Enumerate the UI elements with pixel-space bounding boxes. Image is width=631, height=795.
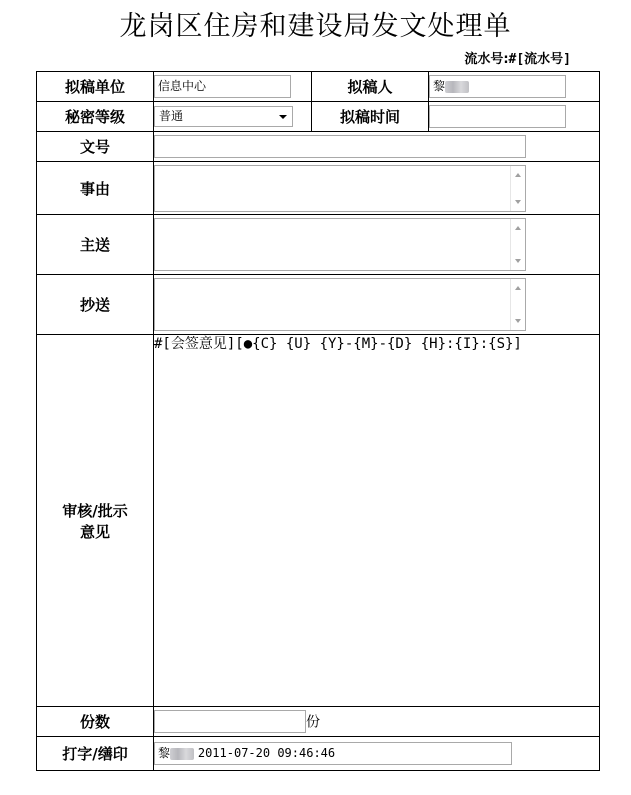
drafting-unit-cell [154, 72, 312, 102]
subject-label: 事由 [37, 162, 154, 215]
secrecy-level-cell [154, 102, 312, 132]
review-opinion-text: #[会签意见][●{C} {U} {Y}-{M}-{D} {H}:{I}:{S}] [154, 336, 522, 352]
page-title: 龙岗区住房和建设局发文处理单 [119, 11, 512, 42]
copies-label: 份数 [37, 707, 154, 737]
scroll-down-arrow-icon[interactable] [515, 319, 521, 323]
doc-number-cell [154, 132, 600, 162]
typist-cell [154, 737, 600, 771]
scroll-up-arrow-icon[interactable] [515, 173, 521, 177]
main-recipient-cell [154, 215, 600, 275]
typist-input[interactable] [154, 742, 512, 765]
row-cc [37, 275, 600, 335]
scroll-up-arrow-icon[interactable] [515, 226, 521, 230]
doc-number-label: 文号 [37, 132, 154, 162]
serial-value: #[流水号] [508, 52, 571, 67]
secrecy-level-select[interactable] [154, 106, 293, 127]
secrecy-level-value: 普通 [159, 109, 184, 123]
row-secrecy [37, 102, 600, 132]
redacted-mark [445, 81, 469, 93]
row-typist [37, 737, 600, 771]
copies-cell [154, 707, 600, 737]
redacted-mark [170, 748, 194, 760]
subject-textarea[interactable] [154, 165, 526, 212]
document-form [36, 71, 600, 771]
subject-scrollbar[interactable] [510, 166, 525, 211]
copies-input[interactable] [154, 710, 306, 733]
review-label [37, 335, 154, 707]
drafter-label: 拟稿人 [312, 72, 429, 102]
main-recipient-textarea[interactable] [154, 218, 526, 271]
typist-timestamp: 2011-07-20 09:46:46 [197, 746, 336, 760]
scroll-down-arrow-icon[interactable] [515, 200, 521, 204]
main-recipient-scrollbar[interactable] [510, 219, 525, 270]
review-label-line2: 意见 [79, 522, 110, 541]
drafting-time-input[interactable] [429, 105, 566, 128]
review-label-line1: 审核/批示 [62, 501, 128, 520]
drafting-time-label: 拟稿时间 [312, 102, 429, 132]
serial-number [464, 52, 571, 68]
cc-scrollbar[interactable] [510, 279, 525, 330]
drafting-unit-label: 拟稿单位 [37, 72, 154, 102]
drafter-name: 黎 [433, 79, 446, 93]
drafter-cell [429, 72, 600, 102]
row-copies [37, 707, 600, 737]
doc-number-input[interactable] [154, 135, 526, 158]
typist-label: 打字/缮印 [37, 737, 154, 771]
secrecy-level-label: 秘密等级 [37, 102, 154, 132]
row-review [37, 335, 600, 707]
row-drafting-unit [37, 72, 600, 102]
cc-cell [154, 275, 600, 335]
main-recipient-label: 主送 [37, 215, 154, 275]
chevron-down-icon [279, 115, 287, 119]
row-subject [37, 162, 600, 215]
typist-name: 黎 [158, 746, 171, 760]
drafting-unit-input[interactable]: 信息中心 [154, 75, 291, 98]
scroll-up-arrow-icon[interactable] [515, 286, 521, 290]
row-doc-number [37, 132, 600, 162]
serial-label: 流水号: [464, 52, 509, 67]
cc-label: 抄送 [37, 275, 154, 335]
copies-unit: 份 [306, 714, 320, 731]
row-main-recipient [37, 215, 600, 275]
review-opinion-area[interactable] [154, 335, 600, 707]
subject-cell [154, 162, 600, 215]
scroll-down-arrow-icon[interactable] [515, 259, 521, 263]
drafting-time-cell [429, 102, 600, 132]
cc-textarea[interactable] [154, 278, 526, 331]
drafter-input[interactable] [429, 75, 566, 98]
